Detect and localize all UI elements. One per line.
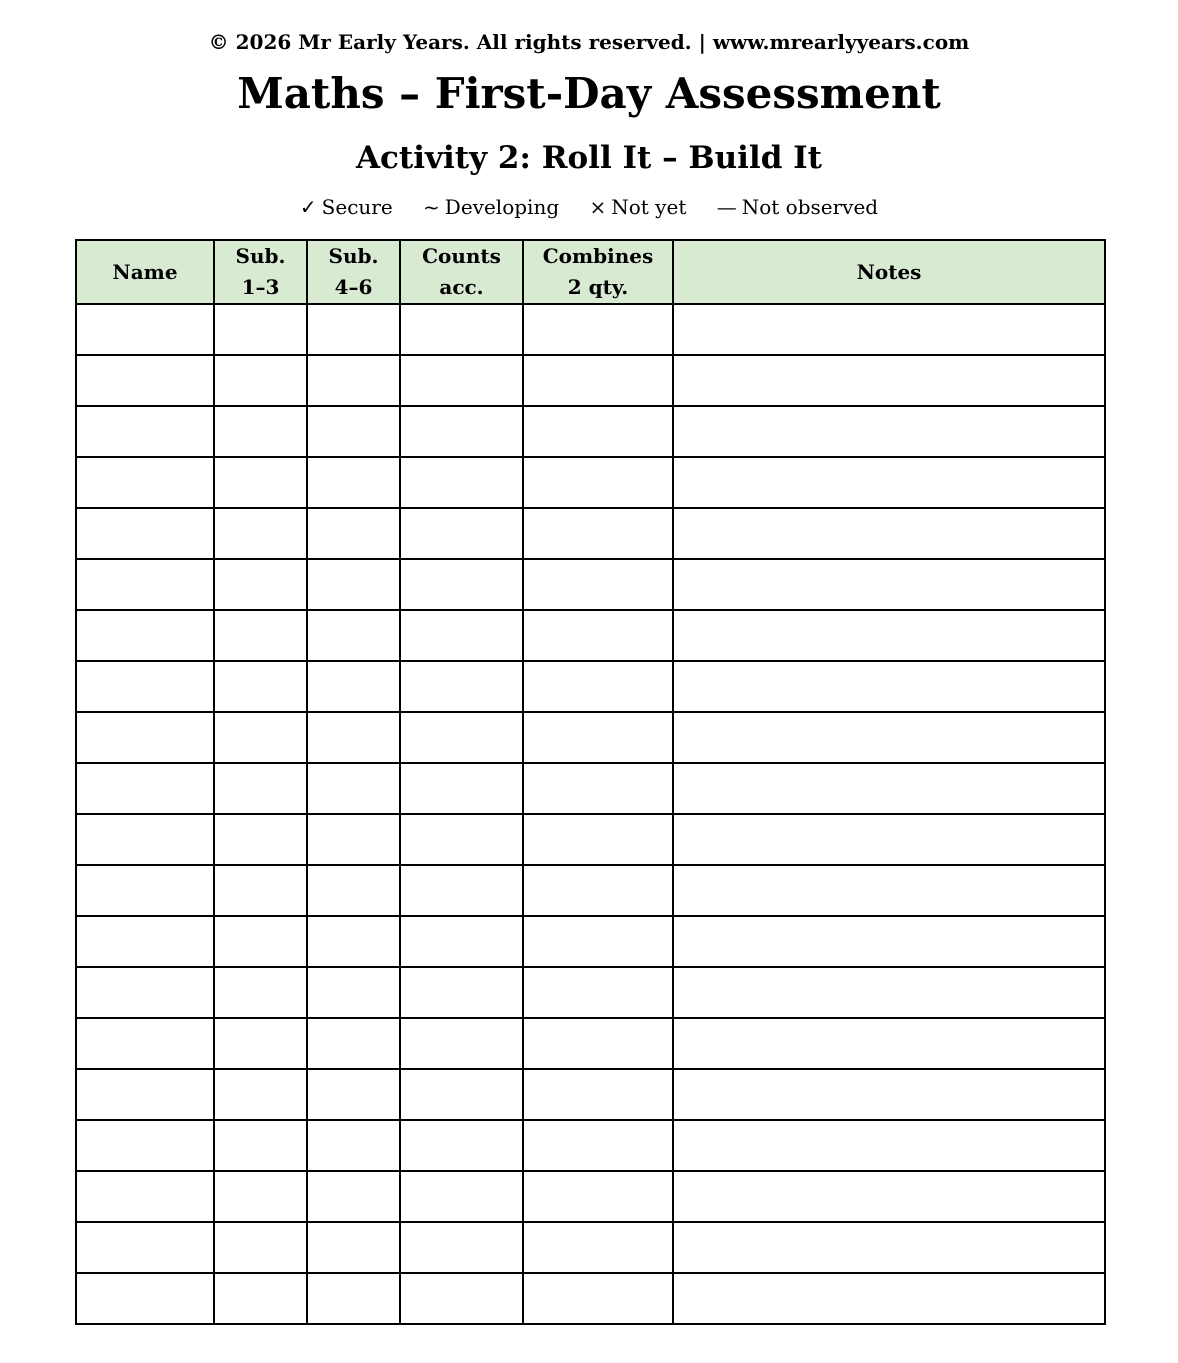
table-cell: [400, 457, 523, 508]
table-cell: [76, 406, 214, 457]
table-row: [76, 763, 1105, 814]
table-cell: [673, 1273, 1105, 1324]
assessment-table: [75, 239, 1106, 1325]
table-cell: [307, 865, 400, 916]
table-cell: [76, 355, 214, 406]
table-cell: [673, 763, 1105, 814]
assessment-key: [0, 193, 1178, 221]
table-cell: [214, 406, 307, 457]
table-cell: [76, 712, 214, 763]
table-cell: [673, 1018, 1105, 1069]
table-cell: [214, 1069, 307, 1120]
copyright-line: © 2026 Mr Early Years. All rights reserved. | www.mrearlyyears.com: [208, 30, 970, 54]
table-cell: [400, 406, 523, 457]
table-row: [76, 865, 1105, 916]
table-row: [76, 1018, 1105, 1069]
table-cell: [214, 355, 307, 406]
table-cell: [307, 559, 400, 610]
table-cell: [76, 865, 214, 916]
table-cell: [76, 763, 214, 814]
table-cell: [523, 1171, 673, 1222]
activity-subtitle: Activity 2: Roll It – Build It: [355, 140, 822, 176]
table-cell: [523, 916, 673, 967]
table-cell: [400, 661, 523, 712]
column-header-sub-1-3: Sub. 1–3: [214, 240, 307, 304]
table-row: [76, 661, 1105, 712]
table-cell: [673, 967, 1105, 1018]
table-cell: [76, 304, 214, 355]
table-cell: [76, 1018, 214, 1069]
table-row: [76, 1273, 1105, 1324]
table-cell: [523, 406, 673, 457]
table-cell: [523, 1120, 673, 1171]
table-row: [76, 967, 1105, 1018]
table-cell: [307, 967, 400, 1018]
table-cell: [673, 508, 1105, 559]
legend-item-developing: [423, 193, 559, 221]
table-cell: [673, 1069, 1105, 1120]
legend-label: Secure: [321, 195, 393, 219]
table-cell: [76, 1120, 214, 1171]
cross-icon: ×: [589, 195, 607, 219]
table-row: [76, 355, 1105, 406]
table-cell: [400, 865, 523, 916]
table-cell: [307, 610, 400, 661]
table-cell: [673, 559, 1105, 610]
table-cell: [76, 457, 214, 508]
table-cell: [76, 916, 214, 967]
table-cell: [523, 610, 673, 661]
table-cell: [400, 712, 523, 763]
table-header-row: [76, 240, 1105, 304]
table-row: [76, 304, 1105, 355]
table-cell: [214, 814, 307, 865]
table-cell: [523, 508, 673, 559]
table-cell: [400, 967, 523, 1018]
table-cell: [400, 355, 523, 406]
table-cell: [214, 1222, 307, 1273]
table-cell: [673, 865, 1105, 916]
table-cell: [76, 1222, 214, 1273]
table-cell: [673, 712, 1105, 763]
table-cell: [523, 1273, 673, 1324]
table-cell: [214, 457, 307, 508]
table-cell: [673, 355, 1105, 406]
table-cell: [523, 1018, 673, 1069]
table-cell: [214, 661, 307, 712]
table-cell: [673, 304, 1105, 355]
table-cell: [307, 508, 400, 559]
table-row: [76, 610, 1105, 661]
table-cell: [214, 610, 307, 661]
legend-item-not-yet: [589, 193, 686, 221]
table-cell: [214, 1273, 307, 1324]
page-title: Maths – First-Day Assessment: [237, 69, 941, 118]
table-cell: [673, 1171, 1105, 1222]
column-header-sub-4-6: Sub. 4–6: [307, 240, 400, 304]
table-cell: [523, 1222, 673, 1273]
table-row: [76, 814, 1105, 865]
table-cell: [76, 814, 214, 865]
column-header-notes: Notes: [673, 240, 1105, 304]
table-cell: [307, 1018, 400, 1069]
table-row: [76, 508, 1105, 559]
column-header-name: Name: [76, 240, 214, 304]
table-row: [76, 712, 1105, 763]
column-header-counts: Counts acc.: [400, 240, 523, 304]
table-cell: [76, 610, 214, 661]
table-row: [76, 1069, 1105, 1120]
table-cell: [400, 814, 523, 865]
table-cell: [523, 457, 673, 508]
table-cell: [307, 814, 400, 865]
table-cell: [307, 304, 400, 355]
table-cell: [76, 559, 214, 610]
table-cell: [307, 661, 400, 712]
dash-icon: —: [716, 195, 737, 219]
table-cell: [673, 1222, 1105, 1273]
table-cell: [214, 916, 307, 967]
table-cell: [400, 508, 523, 559]
table-cell: [76, 1273, 214, 1324]
table-row: [76, 457, 1105, 508]
table-cell: [214, 763, 307, 814]
legend-label: Developing: [444, 195, 560, 219]
table-cell: [214, 865, 307, 916]
table-cell: [307, 763, 400, 814]
table-cell: [307, 1069, 400, 1120]
table-cell: [400, 559, 523, 610]
table-cell: [214, 304, 307, 355]
table-cell: [523, 967, 673, 1018]
table-row: [76, 1171, 1105, 1222]
table-cell: [673, 610, 1105, 661]
table-cell: [523, 865, 673, 916]
table-cell: [523, 559, 673, 610]
legend-label: Not observed: [741, 195, 879, 219]
table-cell: [400, 1171, 523, 1222]
table-cell: [523, 661, 673, 712]
table-cell: [523, 355, 673, 406]
legend-item-secure: [300, 193, 393, 221]
table-cell: [523, 763, 673, 814]
table-cell: [673, 457, 1105, 508]
table-body: [76, 304, 1105, 1324]
table-cell: [400, 1069, 523, 1120]
table-cell: [76, 1171, 214, 1222]
legend-label: Not yet: [611, 195, 687, 219]
table-cell: [307, 1222, 400, 1273]
table-cell: [307, 712, 400, 763]
table-cell: [307, 457, 400, 508]
table-cell: [523, 814, 673, 865]
table-cell: [400, 763, 523, 814]
table-cell: [673, 814, 1105, 865]
table-cell: [400, 1120, 523, 1171]
tilde-icon: ~: [423, 195, 440, 219]
check-icon: ✓: [299, 195, 317, 219]
table-cell: [400, 304, 523, 355]
table-cell: [400, 1273, 523, 1324]
table-cell: [673, 661, 1105, 712]
table-cell: [214, 967, 307, 1018]
table-cell: [673, 1120, 1105, 1171]
table-cell: [523, 1069, 673, 1120]
table-cell: [400, 916, 523, 967]
table-cell: [307, 406, 400, 457]
table-cell: [307, 1273, 400, 1324]
column-header-combines: Combines 2 qty.: [523, 240, 673, 304]
table-cell: [400, 1222, 523, 1273]
table-cell: [523, 712, 673, 763]
table-cell: [307, 355, 400, 406]
table-cell: [307, 1171, 400, 1222]
table-cell: [214, 1171, 307, 1222]
table-row: [76, 559, 1105, 610]
table-cell: [400, 610, 523, 661]
table-row: [76, 916, 1105, 967]
table-cell: [76, 1069, 214, 1120]
table-cell: [673, 916, 1105, 967]
table-row: [76, 1222, 1105, 1273]
table-cell: [214, 559, 307, 610]
table-cell: [400, 1018, 523, 1069]
table-cell: [307, 1120, 400, 1171]
table-cell: [214, 712, 307, 763]
table-cell: [214, 508, 307, 559]
table-cell: [76, 508, 214, 559]
table-cell: [523, 304, 673, 355]
table-row: [76, 1120, 1105, 1171]
table-cell: [673, 406, 1105, 457]
table-cell: [76, 661, 214, 712]
legend-item-not-observed: [717, 193, 878, 221]
table-cell: [214, 1120, 307, 1171]
table-cell: [214, 1018, 307, 1069]
table-cell: [307, 916, 400, 967]
table-row: [76, 406, 1105, 457]
table-cell: [76, 967, 214, 1018]
